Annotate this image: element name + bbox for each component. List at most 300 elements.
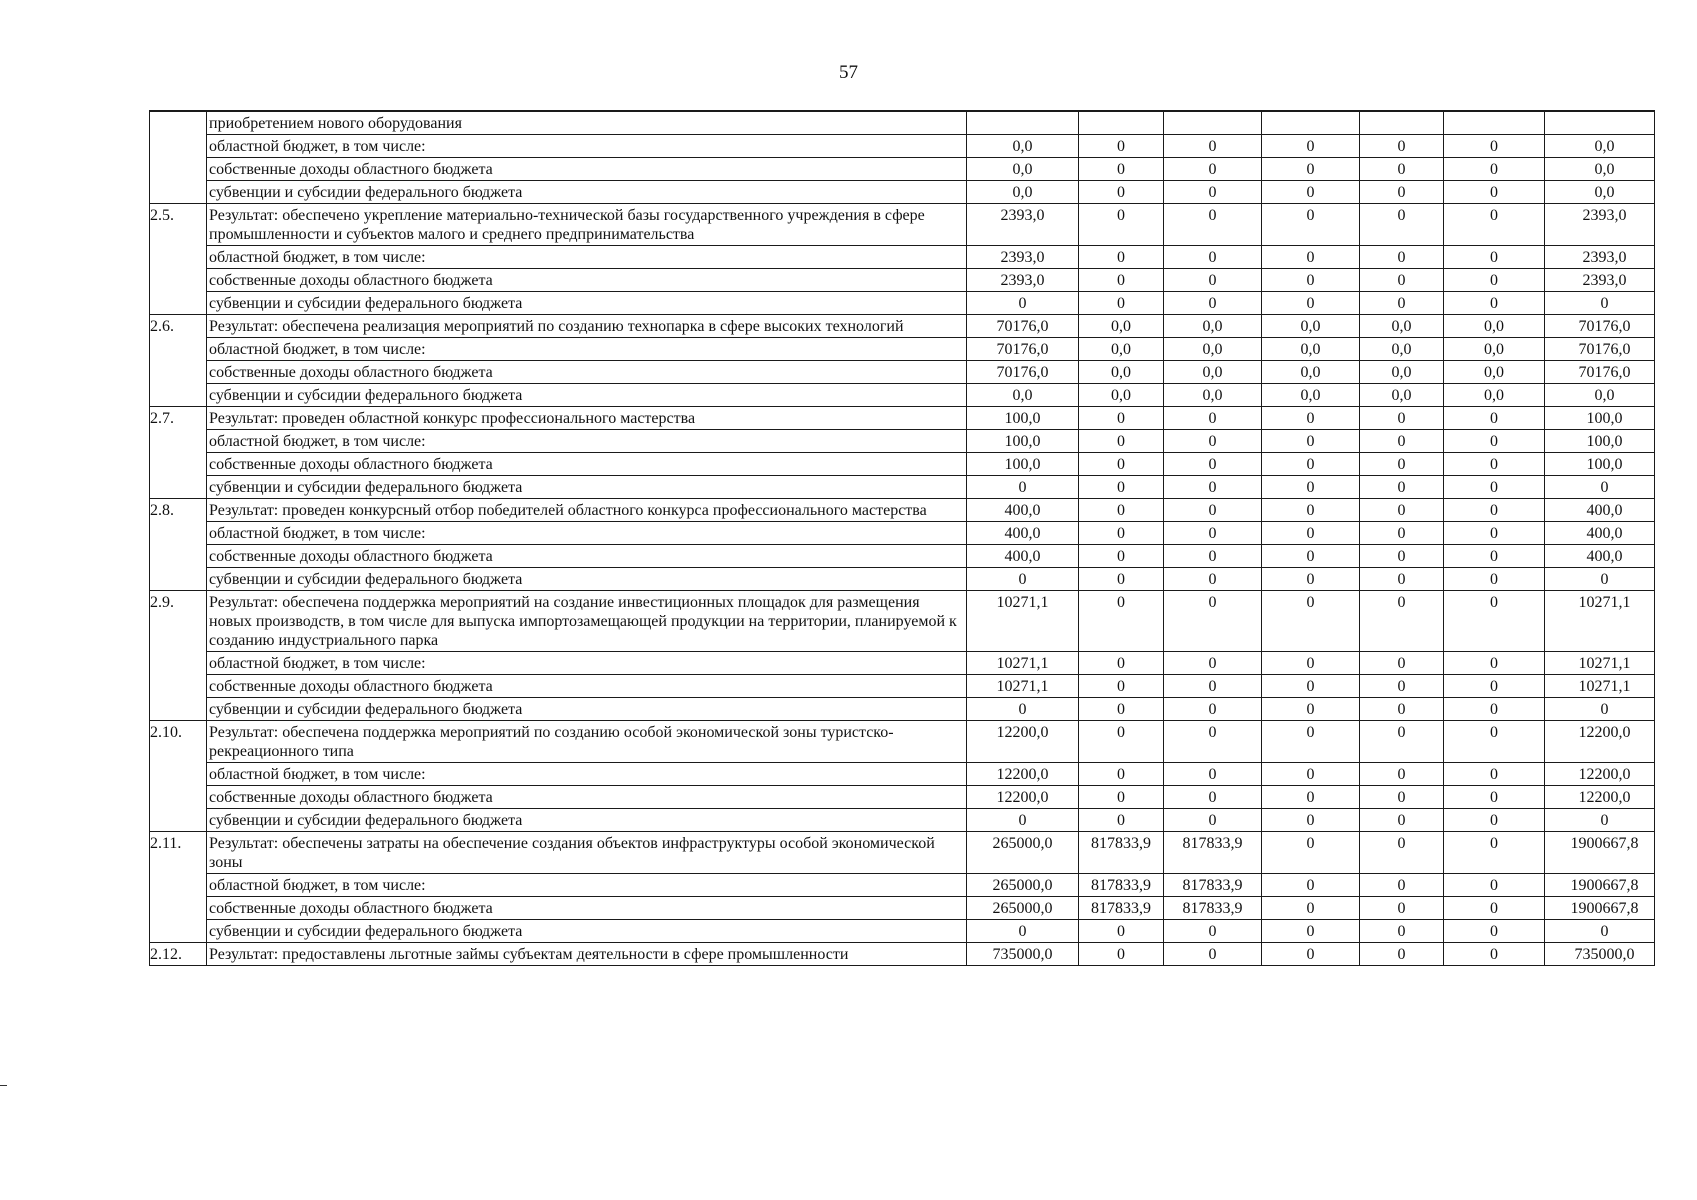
value-cell: 0 bbox=[1360, 246, 1444, 269]
description-cell: собственные доходы областного бюджета bbox=[207, 786, 967, 809]
value-cell: 0,0 bbox=[1360, 338, 1444, 361]
value-cell: 2393,0 bbox=[967, 204, 1079, 246]
value-cell: 0 bbox=[1262, 809, 1360, 832]
table-row bbox=[150, 920, 1655, 943]
value-cell bbox=[967, 111, 1079, 135]
table-row bbox=[150, 721, 1655, 763]
value-cell: 0 bbox=[1444, 897, 1545, 920]
value-cell: 0 bbox=[1444, 499, 1545, 522]
description-cell: областной бюджет, в том числе: bbox=[207, 430, 967, 453]
value-cell: 0,0 bbox=[967, 158, 1079, 181]
value-cell: 0,0 bbox=[1444, 361, 1545, 384]
value-cell: 0 bbox=[1262, 568, 1360, 591]
value-cell: 0 bbox=[1360, 522, 1444, 545]
value-cell: 0 bbox=[1164, 407, 1262, 430]
total-value-cell: 1900667,8 bbox=[1545, 897, 1655, 920]
value-cell: 0 bbox=[1164, 763, 1262, 786]
table-row bbox=[150, 430, 1655, 453]
value-cell: 0 bbox=[1360, 786, 1444, 809]
table-row bbox=[150, 652, 1655, 675]
value-cell: 0 bbox=[1079, 499, 1164, 522]
value-cell: 817833,9 bbox=[1079, 874, 1164, 897]
description-cell: областной бюджет, в том числе: bbox=[207, 874, 967, 897]
value-cell: 0 bbox=[967, 292, 1079, 315]
table-row bbox=[150, 361, 1655, 384]
value-cell: 0,0 bbox=[1164, 338, 1262, 361]
value-cell: 0 bbox=[1444, 809, 1545, 832]
value-cell: 0 bbox=[1164, 568, 1262, 591]
description-cell: субвенции и субсидии федерального бюджета bbox=[207, 476, 967, 499]
value-cell: 0 bbox=[1164, 591, 1262, 652]
value-cell: 0 bbox=[1360, 591, 1444, 652]
value-cell: 0 bbox=[1360, 181, 1444, 204]
value-cell bbox=[1262, 111, 1360, 135]
value-cell: 0 bbox=[1444, 763, 1545, 786]
value-cell: 0 bbox=[1079, 721, 1164, 763]
value-cell: 0 bbox=[1079, 545, 1164, 568]
value-cell: 0 bbox=[1444, 135, 1545, 158]
description-cell: субвенции и субсидии федерального бюджета bbox=[207, 292, 967, 315]
value-cell: 0 bbox=[1164, 204, 1262, 246]
value-cell: 0 bbox=[1164, 181, 1262, 204]
description-cell: собственные доходы областного бюджета bbox=[207, 361, 967, 384]
item-number-cell: 2.7. bbox=[150, 407, 207, 499]
total-value-cell: 0,0 bbox=[1545, 181, 1655, 204]
total-value-cell: 0 bbox=[1545, 809, 1655, 832]
value-cell: 10271,1 bbox=[967, 675, 1079, 698]
value-cell: 0 bbox=[1444, 476, 1545, 499]
value-cell: 0 bbox=[1262, 204, 1360, 246]
value-cell: 0 bbox=[1079, 181, 1164, 204]
table-row bbox=[150, 499, 1655, 522]
total-value-cell: 0 bbox=[1545, 920, 1655, 943]
value-cell: 0 bbox=[1164, 721, 1262, 763]
value-cell: 0 bbox=[1262, 920, 1360, 943]
total-value-cell: 0,0 bbox=[1545, 135, 1655, 158]
value-cell: 0 bbox=[1444, 832, 1545, 874]
value-cell: 0 bbox=[1164, 269, 1262, 292]
value-cell: 0 bbox=[1079, 158, 1164, 181]
value-cell: 0 bbox=[1444, 204, 1545, 246]
value-cell: 0 bbox=[1262, 453, 1360, 476]
value-cell: 0 bbox=[1262, 499, 1360, 522]
value-cell: 0 bbox=[1262, 407, 1360, 430]
value-cell: 0 bbox=[1444, 246, 1545, 269]
value-cell: 0 bbox=[1262, 246, 1360, 269]
value-cell: 817833,9 bbox=[1079, 897, 1164, 920]
table-row bbox=[150, 591, 1655, 652]
total-value-cell: 0,0 bbox=[1545, 158, 1655, 181]
total-value-cell: 10271,1 bbox=[1545, 675, 1655, 698]
description-cell: собственные доходы областного бюджета bbox=[207, 269, 967, 292]
value-cell: 0 bbox=[1444, 568, 1545, 591]
value-cell: 10271,1 bbox=[967, 652, 1079, 675]
value-cell: 0 bbox=[1360, 430, 1444, 453]
description-cell: приобретением нового оборудования bbox=[207, 111, 967, 135]
value-cell: 0 bbox=[1079, 675, 1164, 698]
value-cell: 0 bbox=[1444, 181, 1545, 204]
value-cell: 0 bbox=[1360, 763, 1444, 786]
table-row bbox=[150, 407, 1655, 430]
value-cell: 0 bbox=[1164, 943, 1262, 966]
value-cell: 0 bbox=[967, 698, 1079, 721]
value-cell: 0 bbox=[1262, 522, 1360, 545]
value-cell: 0 bbox=[1164, 675, 1262, 698]
value-cell: 0 bbox=[1262, 292, 1360, 315]
value-cell: 0 bbox=[1444, 943, 1545, 966]
value-cell: 0 bbox=[1164, 246, 1262, 269]
value-cell: 0 bbox=[1360, 698, 1444, 721]
description-cell: Результат: обеспечена поддержка мероприятий на создание инвестиционных площадок для размещения новых производств, в том числе для выпуска импортозамещающей продукции на территории, планируемой к созданию индустриального парка bbox=[207, 591, 967, 652]
table-row bbox=[150, 135, 1655, 158]
table-row bbox=[150, 874, 1655, 897]
value-cell: 0 bbox=[1444, 292, 1545, 315]
table-row bbox=[150, 897, 1655, 920]
value-cell: 0 bbox=[1164, 135, 1262, 158]
value-cell: 0,0 bbox=[1262, 361, 1360, 384]
table-row bbox=[150, 111, 1655, 135]
value-cell: 0 bbox=[1360, 545, 1444, 568]
total-value-cell: 10271,1 bbox=[1545, 652, 1655, 675]
description-cell: Результат: обеспечены затраты на обеспечение создания объектов инфраструктуры особой экономической зоны bbox=[207, 832, 967, 874]
total-value-cell: 100,0 bbox=[1545, 407, 1655, 430]
description-cell: собственные доходы областного бюджета bbox=[207, 675, 967, 698]
value-cell: 0 bbox=[1262, 430, 1360, 453]
total-value-cell: 100,0 bbox=[1545, 430, 1655, 453]
value-cell: 0 bbox=[1444, 269, 1545, 292]
value-cell: 0,0 bbox=[1079, 315, 1164, 338]
value-cell: 0,0 bbox=[1079, 338, 1164, 361]
value-cell: 0 bbox=[967, 920, 1079, 943]
description-cell: субвенции и субсидии федерального бюджета bbox=[207, 920, 967, 943]
table-row bbox=[150, 698, 1655, 721]
description-cell: Результат: обеспечена поддержка мероприятий по созданию особой экономической зоны туристско-рекреационного типа bbox=[207, 721, 967, 763]
total-value-cell: 12200,0 bbox=[1545, 721, 1655, 763]
item-number-cell: 2.10. bbox=[150, 721, 207, 832]
value-cell: 0 bbox=[1164, 652, 1262, 675]
value-cell: 265000,0 bbox=[967, 897, 1079, 920]
description-cell: субвенции и субсидии федерального бюджета bbox=[207, 384, 967, 407]
value-cell: 0 bbox=[1164, 453, 1262, 476]
table-row bbox=[150, 809, 1655, 832]
total-value-cell bbox=[1545, 111, 1655, 135]
value-cell: 0 bbox=[1079, 204, 1164, 246]
value-cell: 0 bbox=[1079, 522, 1164, 545]
value-cell: 0 bbox=[1360, 809, 1444, 832]
value-cell: 0 bbox=[1360, 897, 1444, 920]
value-cell: 0 bbox=[1164, 499, 1262, 522]
value-cell: 0 bbox=[1444, 158, 1545, 181]
description-cell: субвенции и субсидии федерального бюджета bbox=[207, 698, 967, 721]
description-cell: субвенции и субсидии федерального бюджета bbox=[207, 568, 967, 591]
value-cell: 0 bbox=[1164, 809, 1262, 832]
table-body bbox=[150, 111, 1655, 966]
value-cell: 0 bbox=[1360, 943, 1444, 966]
value-cell: 0 bbox=[1079, 763, 1164, 786]
description-cell: областной бюджет, в том числе: bbox=[207, 763, 967, 786]
value-cell: 100,0 bbox=[967, 407, 1079, 430]
description-cell: Результат: предоставлены льготные займы субъектам деятельности в сфере промышленности bbox=[207, 943, 967, 966]
value-cell: 12200,0 bbox=[967, 786, 1079, 809]
table-row bbox=[150, 384, 1655, 407]
value-cell: 0 bbox=[1079, 269, 1164, 292]
value-cell: 0,0 bbox=[1360, 361, 1444, 384]
value-cell: 0 bbox=[1262, 721, 1360, 763]
value-cell: 0 bbox=[1360, 652, 1444, 675]
value-cell: 0,0 bbox=[1262, 338, 1360, 361]
value-cell: 0 bbox=[1164, 292, 1262, 315]
value-cell: 0 bbox=[967, 476, 1079, 499]
value-cell: 400,0 bbox=[967, 499, 1079, 522]
value-cell: 0 bbox=[1444, 407, 1545, 430]
total-value-cell: 70176,0 bbox=[1545, 338, 1655, 361]
total-value-cell: 2393,0 bbox=[1545, 204, 1655, 246]
value-cell: 0,0 bbox=[1079, 384, 1164, 407]
description-cell: областной бюджет, в том числе: bbox=[207, 338, 967, 361]
value-cell: 0,0 bbox=[1360, 315, 1444, 338]
value-cell: 0,0 bbox=[1444, 338, 1545, 361]
value-cell: 0 bbox=[1360, 499, 1444, 522]
value-cell: 0 bbox=[1262, 269, 1360, 292]
value-cell: 0 bbox=[1262, 897, 1360, 920]
value-cell: 0 bbox=[1262, 545, 1360, 568]
table-row bbox=[150, 292, 1655, 315]
value-cell: 0 bbox=[1444, 430, 1545, 453]
total-value-cell: 0 bbox=[1545, 568, 1655, 591]
value-cell: 0 bbox=[1444, 652, 1545, 675]
value-cell: 0 bbox=[1079, 453, 1164, 476]
value-cell: 0 bbox=[1444, 453, 1545, 476]
total-value-cell: 1900667,8 bbox=[1545, 874, 1655, 897]
value-cell: 0,0 bbox=[1164, 384, 1262, 407]
value-cell: 0 bbox=[967, 568, 1079, 591]
value-cell: 0,0 bbox=[1262, 315, 1360, 338]
value-cell: 0 bbox=[1262, 698, 1360, 721]
value-cell: 0 bbox=[1360, 832, 1444, 874]
value-cell: 0 bbox=[1262, 675, 1360, 698]
table-row bbox=[150, 158, 1655, 181]
table-row bbox=[150, 204, 1655, 246]
table-row bbox=[150, 315, 1655, 338]
table-row bbox=[150, 269, 1655, 292]
value-cell: 817833,9 bbox=[1164, 832, 1262, 874]
value-cell bbox=[1444, 111, 1545, 135]
description-cell: областной бюджет, в том числе: bbox=[207, 652, 967, 675]
table-row bbox=[150, 568, 1655, 591]
description-cell: собственные доходы областного бюджета bbox=[207, 545, 967, 568]
budget-table bbox=[149, 110, 1655, 966]
value-cell: 0 bbox=[1262, 591, 1360, 652]
total-value-cell: 100,0 bbox=[1545, 453, 1655, 476]
value-cell: 0 bbox=[1360, 292, 1444, 315]
total-value-cell: 1900667,8 bbox=[1545, 832, 1655, 874]
value-cell: 0,0 bbox=[1444, 384, 1545, 407]
value-cell: 0 bbox=[1360, 269, 1444, 292]
value-cell bbox=[1164, 111, 1262, 135]
description-cell: областной бюджет, в том числе: bbox=[207, 135, 967, 158]
description-cell: субвенции и субсидии федерального бюджета bbox=[207, 181, 967, 204]
value-cell: 0,0 bbox=[1079, 361, 1164, 384]
table-row bbox=[150, 763, 1655, 786]
value-cell bbox=[1360, 111, 1444, 135]
table-row bbox=[150, 675, 1655, 698]
value-cell: 0 bbox=[1079, 246, 1164, 269]
value-cell: 0,0 bbox=[1164, 315, 1262, 338]
value-cell: 0 bbox=[1360, 920, 1444, 943]
item-number-cell: 2.8. bbox=[150, 499, 207, 591]
total-value-cell: 0 bbox=[1545, 476, 1655, 499]
value-cell: 0 bbox=[1079, 786, 1164, 809]
value-cell: 70176,0 bbox=[967, 315, 1079, 338]
item-number-cell: 2.9. bbox=[150, 591, 207, 721]
value-cell: 0 bbox=[1079, 920, 1164, 943]
value-cell: 0 bbox=[1262, 135, 1360, 158]
value-cell: 0 bbox=[1262, 652, 1360, 675]
value-cell: 0 bbox=[1079, 809, 1164, 832]
total-value-cell: 12200,0 bbox=[1545, 763, 1655, 786]
value-cell: 0 bbox=[1360, 476, 1444, 499]
value-cell: 0 bbox=[1079, 591, 1164, 652]
item-number-cell: 2.12. bbox=[150, 943, 207, 966]
value-cell: 0 bbox=[1164, 786, 1262, 809]
total-value-cell: 400,0 bbox=[1545, 522, 1655, 545]
value-cell: 0 bbox=[1262, 181, 1360, 204]
value-cell: 0 bbox=[1164, 920, 1262, 943]
total-value-cell: 0,0 bbox=[1545, 384, 1655, 407]
value-cell: 0 bbox=[1262, 476, 1360, 499]
value-cell: 0 bbox=[1079, 698, 1164, 721]
value-cell: 0 bbox=[1079, 476, 1164, 499]
value-cell: 0,0 bbox=[1444, 315, 1545, 338]
total-value-cell: 2393,0 bbox=[1545, 246, 1655, 269]
value-cell: 100,0 bbox=[967, 430, 1079, 453]
table-row bbox=[150, 453, 1655, 476]
table-row bbox=[150, 246, 1655, 269]
value-cell: 0 bbox=[1360, 453, 1444, 476]
value-cell: 100,0 bbox=[967, 453, 1079, 476]
total-value-cell: 70176,0 bbox=[1545, 315, 1655, 338]
table-row bbox=[150, 786, 1655, 809]
item-number-cell: 2.6. bbox=[150, 315, 207, 407]
total-value-cell: 735000,0 bbox=[1545, 943, 1655, 966]
description-cell: Результат: проведен областной конкурс профессионального мастерства bbox=[207, 407, 967, 430]
total-value-cell: 400,0 bbox=[1545, 499, 1655, 522]
value-cell: 0,0 bbox=[967, 384, 1079, 407]
value-cell: 0 bbox=[1444, 874, 1545, 897]
description-cell: собственные доходы областного бюджета bbox=[207, 158, 967, 181]
value-cell: 735000,0 bbox=[967, 943, 1079, 966]
value-cell: 0 bbox=[1444, 721, 1545, 763]
value-cell: 265000,0 bbox=[967, 832, 1079, 874]
value-cell: 10271,1 bbox=[967, 591, 1079, 652]
description-cell: Результат: обеспечена реализация мероприятий по созданию технопарка в сфере высоких технологий bbox=[207, 315, 967, 338]
total-value-cell: 0 bbox=[1545, 292, 1655, 315]
value-cell: 400,0 bbox=[967, 522, 1079, 545]
description-cell: областной бюджет, в том числе: bbox=[207, 246, 967, 269]
value-cell: 0 bbox=[1360, 407, 1444, 430]
total-value-cell: 2393,0 bbox=[1545, 269, 1655, 292]
value-cell: 0 bbox=[1079, 568, 1164, 591]
value-cell: 0 bbox=[1360, 874, 1444, 897]
value-cell: 12200,0 bbox=[967, 763, 1079, 786]
item-number-cell bbox=[150, 111, 207, 204]
item-number-cell: 2.5. bbox=[150, 204, 207, 315]
value-cell: 0 bbox=[1444, 522, 1545, 545]
value-cell: 0 bbox=[1079, 652, 1164, 675]
value-cell: 817833,9 bbox=[1164, 897, 1262, 920]
description-cell: собственные доходы областного бюджета bbox=[207, 453, 967, 476]
value-cell: 0 bbox=[1444, 698, 1545, 721]
page-number: 57 bbox=[839, 62, 858, 83]
value-cell: 0,0 bbox=[1360, 384, 1444, 407]
value-cell: 0,0 bbox=[1164, 361, 1262, 384]
value-cell: 0 bbox=[1262, 832, 1360, 874]
total-value-cell: 0 bbox=[1545, 698, 1655, 721]
value-cell: 0 bbox=[1444, 591, 1545, 652]
value-cell: 0,0 bbox=[967, 181, 1079, 204]
value-cell: 0 bbox=[1360, 204, 1444, 246]
value-cell: 817833,9 bbox=[1079, 832, 1164, 874]
value-cell: 0 bbox=[1262, 763, 1360, 786]
value-cell: 0,0 bbox=[967, 135, 1079, 158]
value-cell: 817833,9 bbox=[1164, 874, 1262, 897]
value-cell: 2393,0 bbox=[967, 246, 1079, 269]
value-cell: 70176,0 bbox=[967, 338, 1079, 361]
value-cell: 0 bbox=[1444, 545, 1545, 568]
table-row bbox=[150, 181, 1655, 204]
value-cell: 265000,0 bbox=[967, 874, 1079, 897]
table-row bbox=[150, 476, 1655, 499]
value-cell: 0 bbox=[967, 809, 1079, 832]
value-cell: 0 bbox=[1079, 135, 1164, 158]
table-row bbox=[150, 545, 1655, 568]
description-cell: областной бюджет, в том числе: bbox=[207, 522, 967, 545]
value-cell: 400,0 bbox=[967, 545, 1079, 568]
value-cell: 0 bbox=[1079, 407, 1164, 430]
value-cell: 0 bbox=[1164, 430, 1262, 453]
value-cell: 0 bbox=[1164, 698, 1262, 721]
value-cell: 0 bbox=[1164, 545, 1262, 568]
value-cell: 0 bbox=[1360, 158, 1444, 181]
total-value-cell: 12200,0 bbox=[1545, 786, 1655, 809]
value-cell: 0 bbox=[1360, 135, 1444, 158]
value-cell: 0 bbox=[1262, 943, 1360, 966]
value-cell: 0 bbox=[1360, 675, 1444, 698]
total-value-cell: 400,0 bbox=[1545, 545, 1655, 568]
description-cell: Результат: обеспечено укрепление материально-технической базы государственного учреждения в сфере промышленности и субъектов малого и среднего предпринимательства bbox=[207, 204, 967, 246]
value-cell: 0 bbox=[1164, 476, 1262, 499]
description-cell: субвенции и субсидии федерального бюджета bbox=[207, 809, 967, 832]
value-cell: 2393,0 bbox=[967, 269, 1079, 292]
value-cell: 0 bbox=[1360, 568, 1444, 591]
value-cell: 0 bbox=[1262, 786, 1360, 809]
description-cell: собственные доходы областного бюджета bbox=[207, 897, 967, 920]
margin-mark bbox=[0, 1085, 7, 1086]
table-row bbox=[150, 522, 1655, 545]
value-cell: 0 bbox=[1360, 721, 1444, 763]
value-cell: 0 bbox=[1164, 158, 1262, 181]
value-cell: 0 bbox=[1444, 786, 1545, 809]
table-row bbox=[150, 943, 1655, 966]
value-cell: 0 bbox=[1444, 920, 1545, 943]
value-cell: 12200,0 bbox=[967, 721, 1079, 763]
value-cell: 0 bbox=[1164, 522, 1262, 545]
total-value-cell: 70176,0 bbox=[1545, 361, 1655, 384]
item-number-cell: 2.11. bbox=[150, 832, 207, 943]
value-cell bbox=[1079, 111, 1164, 135]
value-cell: 0 bbox=[1444, 675, 1545, 698]
value-cell: 70176,0 bbox=[967, 361, 1079, 384]
